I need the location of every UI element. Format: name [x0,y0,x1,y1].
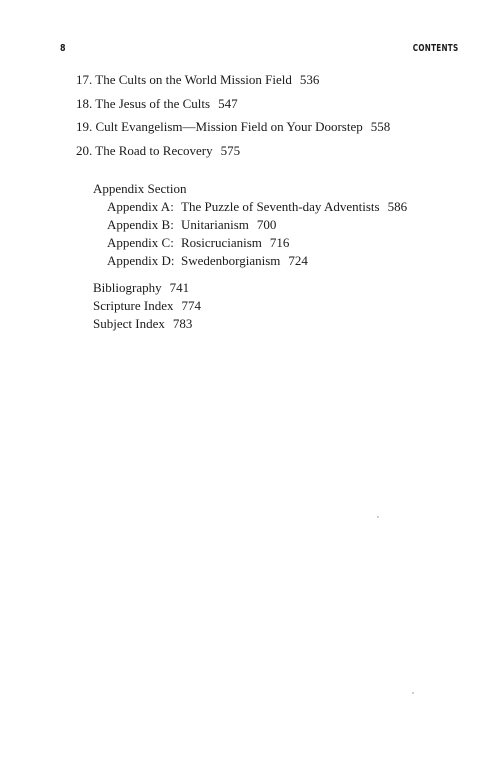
chapter-list [76,72,390,166]
page-header [60,43,458,57]
page-number: 8 [60,43,66,54]
appendix-title: Swedenborgianism [181,253,281,268]
toc-entry-chapter-19 [76,119,390,143]
appendix-section [93,181,407,271]
toc-entry-appendix-c [107,235,407,253]
chapter-number: 19. [76,119,93,134]
back-matter-list [93,280,201,334]
appendix-label: Appendix C: [107,235,174,250]
chapter-number: 18. [76,95,93,111]
appendix-title: The Puzzle of Seventh-day Adventists [181,199,380,214]
appendix-list [93,199,407,271]
toc-entry-chapter-18 [76,96,390,120]
toc-entry-chapter-20 [76,143,390,167]
appendix-page: 724 [288,253,308,268]
back-matter-page: 774 [181,298,202,313]
toc-entry-subject-index [93,316,201,334]
appendix-heading: Appendix Section [93,181,187,196]
toc-entry-appendix-a [107,199,407,217]
back-matter-page: 783 [172,316,193,331]
chapter-number: 20. [76,142,93,158]
chapter-title: The Road to Recovery [95,142,213,158]
running-head: CONTENTS [412,43,458,54]
chapter-page: 575 [220,142,241,158]
chapter-page: 558 [370,119,391,134]
back-matter-title: Subject Index [93,316,165,331]
chapter-number: 17. [76,72,93,87]
chapter-title: The Cults on the World Mission Field [95,72,292,87]
chapter-title: Cult Evangelism—Mission Field on Your Doorstep [95,119,363,134]
toc-entry-appendix-d [107,253,407,271]
toc-entry-appendix-b [107,217,407,235]
appendix-label: Appendix A: [107,199,174,214]
toc-entry-chapter-17 [76,72,390,96]
chapter-page: 547 [218,95,238,111]
appendix-label: Appendix B: [107,217,174,232]
appendix-title: Rosicrucianism [181,235,262,250]
appendix-page: 586 [387,199,408,214]
appendix-page: 716 [269,235,290,250]
appendix-page: 700 [256,217,277,232]
toc-entry-scripture-index [93,298,201,316]
appendix-label: Appendix D: [107,253,175,268]
paper-speck [412,692,414,694]
back-matter-title: Bibliography [93,280,162,295]
appendix-title: Unitarianism [181,217,249,232]
chapter-page: 536 [299,72,320,87]
paper-speck [377,516,379,518]
chapter-title: The Jesus of the Cults [95,95,211,111]
back-matter-page: 741 [169,280,190,295]
toc-entry-bibliography [93,280,201,298]
back-matter-title: Scripture Index [93,298,174,313]
